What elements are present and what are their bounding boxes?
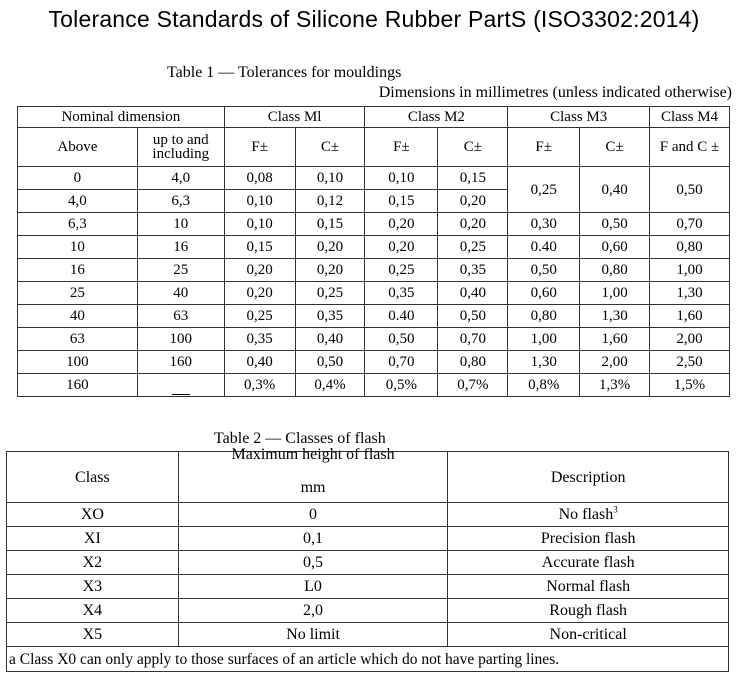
cell-m1-c: 0,20 [295,236,365,259]
cell-m3-c: 1,3% [580,374,650,397]
cell-above: 40 [18,305,138,328]
cell-m3-f: 1,30 [508,351,580,374]
table-row [18,328,730,351]
table-row [18,351,730,374]
class-m2-header: Class M2 [365,107,508,128]
cell-above: 25 [18,282,138,305]
table-row [18,236,730,259]
cell-m3-c: 1,30 [580,305,650,328]
cell-m2-f: 0,5% [365,374,438,397]
cell-m4: 1,60 [650,305,730,328]
cell-m1-f: 0,20 [224,259,295,282]
above-header: Above [18,128,138,167]
footnote-mark: 3 [613,504,618,515]
cell-height: 0,1 [178,527,448,551]
max-height-label: Maximum height of flash [231,446,395,463]
cell-m2-c: 0,70 [438,328,508,351]
cell-m3-c: 2,00 [580,351,650,374]
cell-m2-f: 0,20 [365,236,438,259]
cell-m3-c: 1,00 [580,282,650,305]
cell-upto: 160 [137,351,224,374]
tolerance-table [17,106,730,397]
page-title: Tolerance Standards of Silicone Rubber PartS (ISO3302:2014) [48,6,700,32]
table1-subheader-row [18,128,730,167]
cell-m2-c: 0,15 [438,167,508,190]
description-header: Description [448,452,729,503]
cell-height: 2,0 [178,599,448,623]
class-m4-header: Class M4 [650,107,730,128]
cell-above: 63 [18,328,138,351]
cell-m1-f: 0,25 [224,305,295,328]
cell-m4: 2,50 [650,351,730,374]
cell-m3-f: 0,80 [508,305,580,328]
cell-m2-c: 0,50 [438,305,508,328]
cell-m3-f: 0,50 [508,259,580,282]
table-row [7,551,729,575]
m3-c-header: C± [580,128,650,167]
class-m3-header: Class M3 [508,107,650,128]
m1-c-header: C± [295,128,365,167]
table2-footnote-row [7,647,729,672]
cell-height: No limit [178,623,448,647]
cell-m4: 0,80 [650,236,730,259]
cell-height: L0 [178,575,448,599]
description-text: No flash [558,506,614,523]
m1-f-header: F± [224,128,295,167]
table-row [18,259,730,282]
cell-m1-c: 0,10 [295,167,365,190]
cell-m2-f: 0,15 [365,190,438,213]
nominal-dimension-header: Nominal dimension [18,107,225,128]
table1-units-note: Dimensions in millimetres (unless indicated otherwise) [378,84,732,101]
cell-above: 4,0 [18,190,138,213]
cell-m1-c: 0,35 [295,305,365,328]
cell-m4: 0,70 [650,213,730,236]
cell-m4: 2,00 [650,328,730,351]
cell-above: 6,3 [18,213,138,236]
table-row [7,623,729,647]
cell-m3-c: 0,60 [580,236,650,259]
cell-height: 0 [178,503,448,527]
cell-m3-c: 0,80 [580,259,650,282]
table2-caption: Table 2 — Classes of flash [214,430,386,447]
table-row [18,282,730,305]
m4-fc-header: F and C ± [650,128,730,167]
cell-description: Rough flash [448,599,729,623]
cell-class: X4 [7,599,179,623]
cell-m3-f: 1,00 [508,328,580,351]
cell-above: 10 [18,236,138,259]
cell-m1-c: 0,50 [295,351,365,374]
table1-caption: Table 1 — Tolerances for mouldings [167,64,402,81]
cell-description: Non-critical [448,623,729,647]
cell-upto: 6,3 [137,190,224,213]
cell-m3-f: 0,30 [508,213,580,236]
cell-m3-c-merged: 0,40 [580,167,650,213]
cell-m2-c: 0,20 [438,190,508,213]
cell-m1-f: 0,15 [224,236,295,259]
cell-upto: 63 [137,305,224,328]
table2-header-row [7,452,729,503]
table-row [18,213,730,236]
max-height-header [178,446,448,503]
cell-m2-c: 0,40 [438,282,508,305]
cell-m1-f: 0,08 [224,167,295,190]
cell-upto: 10 [137,213,224,236]
cell-m2-c: 0,25 [438,236,508,259]
cell-m1-f: 0,40 [224,351,295,374]
cell-m2-f: 0,20 [365,213,438,236]
cell-m2-f: 0,50 [365,328,438,351]
cell-m4: 1,30 [650,282,730,305]
cell-class: X2 [7,551,179,575]
cell-m1-f: 0,10 [224,190,295,213]
dash-mark [172,394,190,395]
unit-label: mm [300,479,326,496]
cell-m3-f: 0,8% [508,374,580,397]
cell-above: 0 [18,167,138,190]
cell-upto: 4,0 [137,167,224,190]
cell-m3-c: 1,60 [580,328,650,351]
cell-m1-c: 0,12 [295,190,365,213]
cell-class: X3 [7,575,179,599]
cell-m1-c: 0,40 [295,328,365,351]
table-row [18,167,730,190]
m2-c-header: C± [438,128,508,167]
cell-m1-c: 0,25 [295,282,365,305]
m2-f-header: F± [365,128,438,167]
cell-upto: 16 [137,236,224,259]
cell-m1-f: 0,3% [224,374,295,397]
up-to-header: up to and including [137,128,224,167]
table-row [7,527,729,551]
cell-m2-f: 0,10 [365,167,438,190]
cell-m2-f: 0,25 [365,259,438,282]
cell-upto-empty [137,374,224,397]
cell-description [448,503,729,527]
cell-m4: 1,5% [650,374,730,397]
cell-description: Normal flash [448,575,729,599]
table1-header-row [18,107,730,128]
cell-upto: 25 [137,259,224,282]
cell-upto: 100 [137,328,224,351]
cell-m2-f: 0.40 [365,305,438,328]
cell-m1-c: 0,15 [295,213,365,236]
m3-f-header: F± [508,128,580,167]
cell-m4: 1,00 [650,259,730,282]
cell-above: 100 [18,351,138,374]
cell-class: XO [7,503,179,527]
cell-m3-f: 0.40 [508,236,580,259]
cell-m1-f: 0,35 [224,328,295,351]
class-header: Class [7,452,179,503]
table-row [18,374,730,397]
cell-m2-f: 0,70 [365,351,438,374]
table2-footnote: a Class X0 can only apply to those surfaces of an article which do not have parting lines. [7,647,729,672]
table-row [18,305,730,328]
table-row [7,503,729,527]
cell-m1-f: 0,20 [224,282,295,305]
cell-m4-merged: 0,50 [650,167,730,213]
cell-description: Accurate flash [448,551,729,575]
cell-m2-f: 0,35 [365,282,438,305]
class-m1-header: Class Ml [224,107,365,128]
cell-m2-c: 0,20 [438,213,508,236]
table-row [7,599,729,623]
cell-above: 160 [18,374,138,397]
cell-m3-f-merged: 0,25 [508,167,580,213]
cell-height: 0,5 [178,551,448,575]
cell-m1-c: 0,4% [295,374,365,397]
cell-above: 16 [18,259,138,282]
cell-m2-c: 0,80 [438,351,508,374]
table-row [7,575,729,599]
cell-class: XI [7,527,179,551]
cell-m2-c: 0,7% [438,374,508,397]
cell-class: X5 [7,623,179,647]
cell-m2-c: 0,35 [438,259,508,282]
cell-m3-c: 0,50 [580,213,650,236]
cell-m1-c: 0,20 [295,259,365,282]
flash-classes-table [6,446,729,672]
cell-description: Precision flash [448,527,729,551]
cell-m1-f: 0,10 [224,213,295,236]
cell-m3-f: 0,60 [508,282,580,305]
cell-upto: 40 [137,282,224,305]
